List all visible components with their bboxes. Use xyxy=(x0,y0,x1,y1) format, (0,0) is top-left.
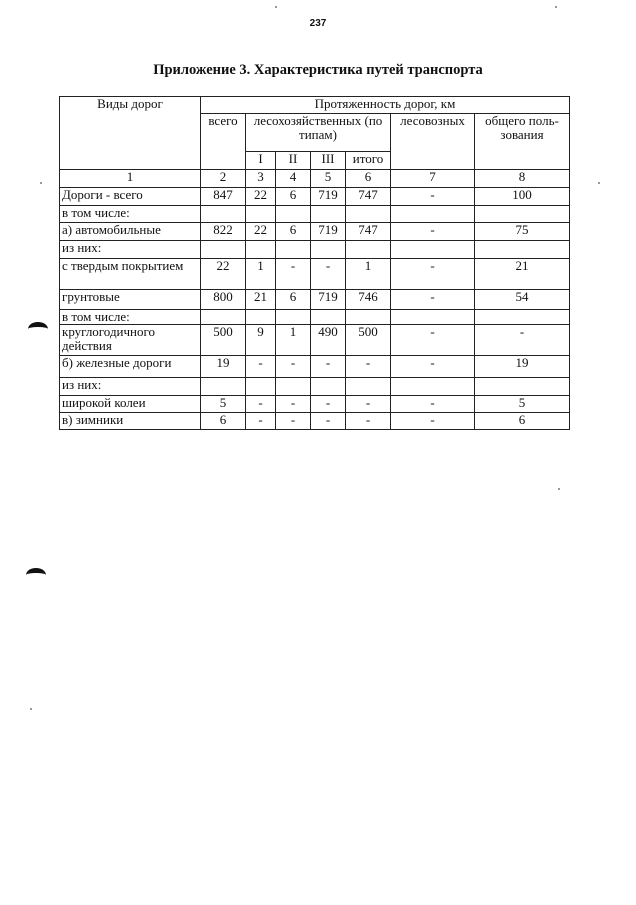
column-numbers-row xyxy=(60,170,570,188)
value-cell: - xyxy=(475,325,570,356)
value-cell: 19 xyxy=(201,356,246,378)
header-subtotal: итого xyxy=(346,152,391,170)
value-cell xyxy=(391,206,475,223)
road-type-cell: с твердым покрытием xyxy=(60,259,201,290)
value-cell: 21 xyxy=(246,290,276,310)
value-cell: - xyxy=(346,396,391,413)
table-row xyxy=(60,396,570,413)
column-number: 5 xyxy=(311,170,346,188)
road-type-cell: в том числе: xyxy=(60,310,201,325)
scan-speck xyxy=(558,488,560,490)
scan-speck xyxy=(555,6,557,8)
table-row xyxy=(60,325,570,356)
value-cell: 1 xyxy=(246,259,276,290)
column-number: 7 xyxy=(391,170,475,188)
value-cell: - xyxy=(246,413,276,430)
value-cell xyxy=(346,206,391,223)
value-cell: - xyxy=(311,396,346,413)
value-cell: 719 xyxy=(311,188,346,206)
value-cell: 22 xyxy=(246,188,276,206)
header-road-types: Виды дорог xyxy=(60,97,201,170)
value-cell: - xyxy=(311,356,346,378)
value-cell: - xyxy=(246,396,276,413)
value-cell xyxy=(346,310,391,325)
value-cell: - xyxy=(391,413,475,430)
value-cell: - xyxy=(391,325,475,356)
value-cell xyxy=(276,378,311,396)
value-cell: 847 xyxy=(201,188,246,206)
column-number: 1 xyxy=(60,170,201,188)
value-cell xyxy=(346,378,391,396)
value-cell: 500 xyxy=(346,325,391,356)
value-cell xyxy=(201,241,246,259)
value-cell: 75 xyxy=(475,223,570,241)
value-cell xyxy=(201,378,246,396)
value-cell: 1 xyxy=(276,325,311,356)
header-total: всего xyxy=(201,114,246,170)
value-cell: 54 xyxy=(475,290,570,310)
column-number: 3 xyxy=(246,170,276,188)
value-cell xyxy=(246,206,276,223)
value-cell xyxy=(391,241,475,259)
value-cell xyxy=(201,206,246,223)
value-cell xyxy=(201,310,246,325)
value-cell: - xyxy=(391,396,475,413)
value-cell xyxy=(475,206,570,223)
value-cell: - xyxy=(276,396,311,413)
header-type-2: II xyxy=(276,152,311,170)
column-number: 2 xyxy=(201,170,246,188)
header-length: Протяженность дорог, км xyxy=(201,97,570,114)
value-cell xyxy=(311,310,346,325)
header-forestry: лесохозяйственных (по типам) xyxy=(246,114,391,152)
value-cell xyxy=(311,206,346,223)
header-type-1: I xyxy=(246,152,276,170)
table-row xyxy=(60,206,570,223)
table-row xyxy=(60,223,570,241)
value-cell: 5 xyxy=(475,396,570,413)
scan-speck xyxy=(275,6,277,8)
value-cell xyxy=(276,206,311,223)
value-cell: 800 xyxy=(201,290,246,310)
value-cell: 747 xyxy=(346,188,391,206)
value-cell: - xyxy=(276,356,311,378)
value-cell xyxy=(475,378,570,396)
road-type-cell: в том числе: xyxy=(60,206,201,223)
value-cell: - xyxy=(346,356,391,378)
table-row xyxy=(60,241,570,259)
value-cell xyxy=(276,241,311,259)
header-public: общего поль-зования xyxy=(475,114,570,170)
table-row xyxy=(60,356,570,378)
value-cell xyxy=(311,241,346,259)
road-type-cell: грунтовые xyxy=(60,290,201,310)
value-cell xyxy=(346,241,391,259)
header-type-3: III xyxy=(311,152,346,170)
value-cell: 746 xyxy=(346,290,391,310)
value-cell: - xyxy=(311,413,346,430)
value-cell: 22 xyxy=(246,223,276,241)
scan-speck xyxy=(598,182,600,184)
road-type-cell: из них: xyxy=(60,378,201,396)
value-cell xyxy=(276,310,311,325)
appendix-title: Приложение 3. Характеристика путей транспорта xyxy=(153,62,483,78)
value-cell xyxy=(246,241,276,259)
scan-mark xyxy=(28,322,48,336)
transport-roads-table xyxy=(59,96,570,430)
value-cell: 6 xyxy=(475,413,570,430)
value-cell: - xyxy=(391,223,475,241)
table-row xyxy=(60,290,570,310)
value-cell: 6 xyxy=(201,413,246,430)
value-cell: 19 xyxy=(475,356,570,378)
value-cell: 1 xyxy=(346,259,391,290)
value-cell xyxy=(475,241,570,259)
value-cell: 490 xyxy=(311,325,346,356)
road-type-cell: круглогодичного действия xyxy=(60,325,201,356)
table-row xyxy=(60,310,570,325)
value-cell: 6 xyxy=(276,290,311,310)
value-cell: - xyxy=(391,356,475,378)
value-cell xyxy=(311,378,346,396)
table-row xyxy=(60,188,570,206)
value-cell: 6 xyxy=(276,188,311,206)
scan-mark xyxy=(26,568,46,582)
value-cell: 5 xyxy=(201,396,246,413)
value-cell xyxy=(391,378,475,396)
value-cell: - xyxy=(391,188,475,206)
value-cell xyxy=(246,310,276,325)
road-type-cell: а) автомобильные xyxy=(60,223,201,241)
road-type-cell: широкой колеи xyxy=(60,396,201,413)
value-cell: 719 xyxy=(311,290,346,310)
value-cell xyxy=(391,310,475,325)
road-type-cell: из них: xyxy=(60,241,201,259)
column-number: 4 xyxy=(276,170,311,188)
value-cell: 747 xyxy=(346,223,391,241)
page-number: 237 xyxy=(309,18,327,29)
value-cell: - xyxy=(276,413,311,430)
value-cell: 22 xyxy=(201,259,246,290)
value-cell: 9 xyxy=(246,325,276,356)
header-logging: лесовозных xyxy=(391,114,475,170)
road-type-cell: б) железные дороги xyxy=(60,356,201,378)
value-cell: 719 xyxy=(311,223,346,241)
value-cell: - xyxy=(391,259,475,290)
value-cell: 6 xyxy=(276,223,311,241)
value-cell xyxy=(475,310,570,325)
table-row xyxy=(60,413,570,430)
value-cell: - xyxy=(246,356,276,378)
value-cell: - xyxy=(346,413,391,430)
column-number: 8 xyxy=(475,170,570,188)
value-cell xyxy=(246,378,276,396)
road-type-cell: в) зимники xyxy=(60,413,201,430)
value-cell: 100 xyxy=(475,188,570,206)
table-row xyxy=(60,259,570,290)
scan-speck xyxy=(30,708,32,710)
table-row xyxy=(60,378,570,396)
value-cell: - xyxy=(391,290,475,310)
column-number: 6 xyxy=(346,170,391,188)
value-cell: 21 xyxy=(475,259,570,290)
road-type-cell: Дороги - всего xyxy=(60,188,201,206)
value-cell: - xyxy=(311,259,346,290)
value-cell: 500 xyxy=(201,325,246,356)
value-cell: - xyxy=(276,259,311,290)
value-cell: 822 xyxy=(201,223,246,241)
scan-speck xyxy=(40,182,42,184)
